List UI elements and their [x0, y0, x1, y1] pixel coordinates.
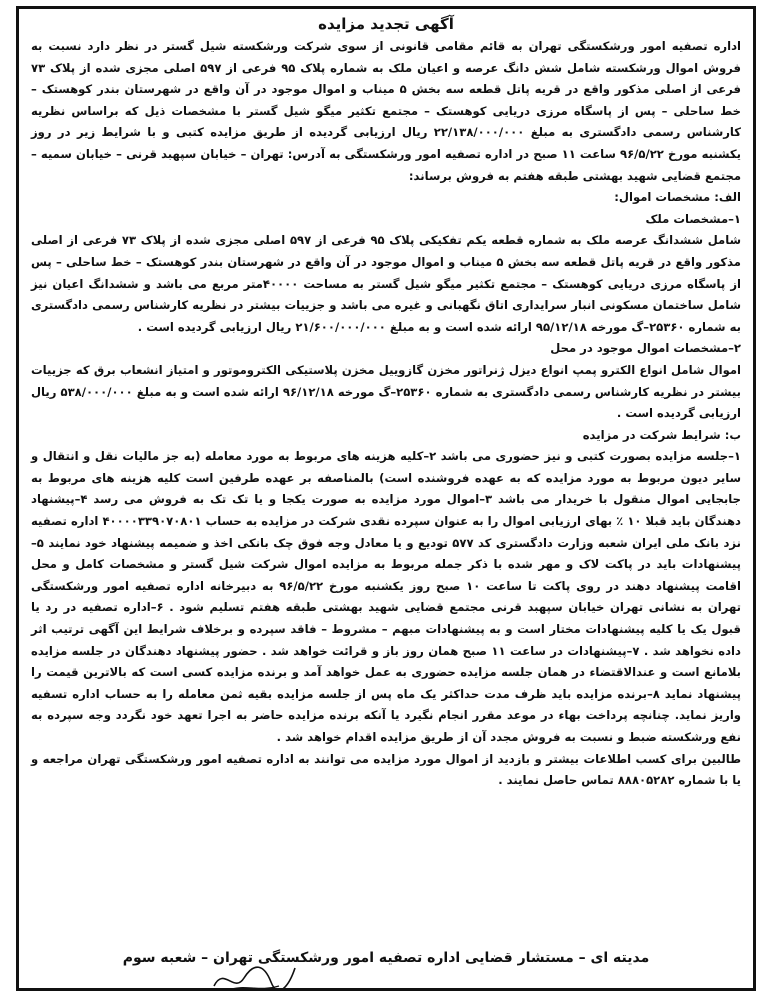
notice-intro: اداره تصفیه امور ورشکستگی تهران به قائم مقامی قانونی از سوی شرکت ورشکسته شیل گستر در نظر دارد نسبت به فروش اموال ورشکسته شامل شش دانگ عرصه و اعیان ملک به شماره پلاک ۹۵ فرعی از ۵۹۷ اصلی مجزی شده از پلاک ۷۳ فرعی از اصلی مذکور واقع در قریه پاتل قطعه سه بخش ۵ میناب و اموال موجود در آن واقع در شهرستان بندر کوهستک – خط ساحلی – پس از پاسگاه مرزی دریایی کوهستک – مجتمع تکثیر میگو شیل گستر با مشخصات ذیل که براساس نظریه کارشناس رسمی دادگستری به مبلغ ۲۲/۱۳۸/۰۰۰/۰۰۰ ریال ارزیابی گردیده از طریق مزایده کتبی و با شرایط زیر در روز یکشنبه مورخ ۹۶/۵/۲۲ ساعت ۱۱ صبح در اداره تصفیه امور ورشکستگی به آدرس: تهران – خیابان سپهبد قرنی – خیابان سمیه – مجتمع قضایی شهید بهشتی طبقه هفتم به فروش برساند:: [31, 39, 741, 183]
notice-footer: مدیته ای – مستشار قضایی اداره تصفیه امور ورشکستگی تهران – شعبه سوم: [122, 950, 650, 966]
auction-conditions: ۱–جلسه مزایده بصورت کتبی و نیز حضوری می باشد ۲–کلیه هزینه های مربوط به مورد معامله (به جز مالیات نقل و انتقال و سایر دیون مربوط به مورد مزایده که به عهده فروشنده است) بالمناصفه بر عهده طرفین است کلیه هزینه های مربوط به جابجایی اموال منقول با خریدار می باشد ۳–اموال مورد مزایده به صورت یکجا و یا تک تک به فروش می رسد ۴–پیشنهاد دهندگان باید قبلا ۱۰ ٪ بهای ارزیابی اموال را به عنوان سپرده نقدی شرکت در مزایده به حساب ۴۰۰۰۰۳۳۹۰۷۰۸۰۱ اداره تصفیه نزد بانک ملی ایران شعبه وزارت دادگستری کد ۵۷۷ تودیع و یا معادل وجه فوق چک بانکی اخذ و ضمیمه پیشنهاد خود نمایند ۵–پیشنهادات باید در پاکت لاک و مهر شده با ذکر جمله مربوط به مزایده اموال شرکت شیل گستر و مشخصات کامل و محل اقامت پیشنهاد دهند در روی پاکت تا ساعت ۱۰ صبح روز یکشنبه مورخ ۹۶/۵/۲۲ به دبیرخانه اداره تصفیه امور ورشکستگی تهران به نشانی تهران خیابان سپهبد قرنی مجتمع قضایی شهید بهشتی طبقه هفتم تسلیم شود . ۶–اداره تصفیه در رد یا قبول یک یا کلیه پیشنهادات مختار است و به پیشنهادات مبهم – مشروط – فاقد سپرده و برخلاف شرایط این آگهی ترتیب اثر داده نخواهد شد . ۷–پیشنهادات در ساعت ۱۱ صبح همان روز باز و قرائت خواهد شد . حضور پیشنهاد دهندگان در جلسه مزایده بلامانع است و عندالاقتضاء در همان جلسه مزایده حضوری به عمل خواهد آمد و برنده مزایده کسی است که بالاترین قیمت را پیشنهاد نماید ۸–برنده مزایده باید ظرف مدت حداکثر یک ماه پس از جلسه مزایده بقیه ثمن معامله را به حساب اداره تسفیه واریز نماید. چنانچه پرداخت بهاء در موعد مقرر انجام نگیرد یا آنکه برنده مزایده حاضر به اجرا تعهد خود نگردد وجه سپرده به نفع ورشکسته ضبط و نسبت به فروش مجدد آن از طریق مزایده اقدام خواهد شد .: [31, 449, 742, 744]
section-b-heading: ب: شرایط شرکت در مزایده: [582, 427, 741, 442]
notice-frame: [16, 6, 756, 991]
signature-icon: [209, 956, 299, 991]
assets-specs-text: اموال شامل انواع الکترو پمپ انواع دیزل ژنراتور مخزن گازوییل مخزن پلاستیکی الکتروموتور و امتیاز انشعاب برق که جزییات بیشتر در نظریه کارشناس رسمی دادگستری به شماره ۲۵۳۶۰–گ مورخه ۹۶/۱۲/۱۸ ارائه شده است و به مبلغ ۵۳۸/۰۰۰/۰۰۰ ریال ارزیابی گردیده است .: [31, 362, 742, 421]
section-a-heading: الف: مشخصات اموال:: [614, 190, 741, 205]
property-specs-heading: ۱–مشخصات ملک: [645, 211, 741, 226]
property-specs-text: شامل ششدانگ عرصه ملک به شماره قطعه یکم تفکیکی پلاک ۹۵ فرعی از ۵۹۷ اصلی مجزی شده از پلاک ۷۳ فرعی از اصلی مذکور واقع در قریه پاتل قطعه سه بخش ۵ میناب و اموال موجود در آن واقع در شهرستان بندر کوهستک – خط ساحلی – پس از پاسگاه مرزی دریایی کوهستک – مجتمع تکثیر میگو شیل گستر به مساحت ۴۰۰۰۰متر مربع می باشد و ششدانگ اعیان نیز شامل ساختمان مسکونی انبار سرایداری اتاق نگهبانی و غیره می باشد و جزییات بیشتر در نظریه کارشناس رسمی دادگستری به شماره ۲۵۳۶۰–گ مورخه ۹۵/۱۲/۱۸ ارائه شده است و به مبلغ ۲۱/۶۰۰/۰۰۰/۰۰۰ ریال ارزیابی گردیده است .: [31, 233, 741, 334]
notice-body: [31, 36, 741, 792]
assets-specs-heading: ۲–مشخصات اموال موجود در محل: [550, 341, 741, 356]
notice-title: آگهی تجدید مزایده: [318, 15, 454, 33]
contact-info: طالبین برای کسب اطلاعات بیشتر و بازدید از اموال مورد مزایده می توانند به اداره تصفیه امور ورشکستگی تهران مراجعه و یا با شماره ۸۸۸۰۵۲۸۲ تماس حاصل نمایند .: [31, 751, 741, 788]
